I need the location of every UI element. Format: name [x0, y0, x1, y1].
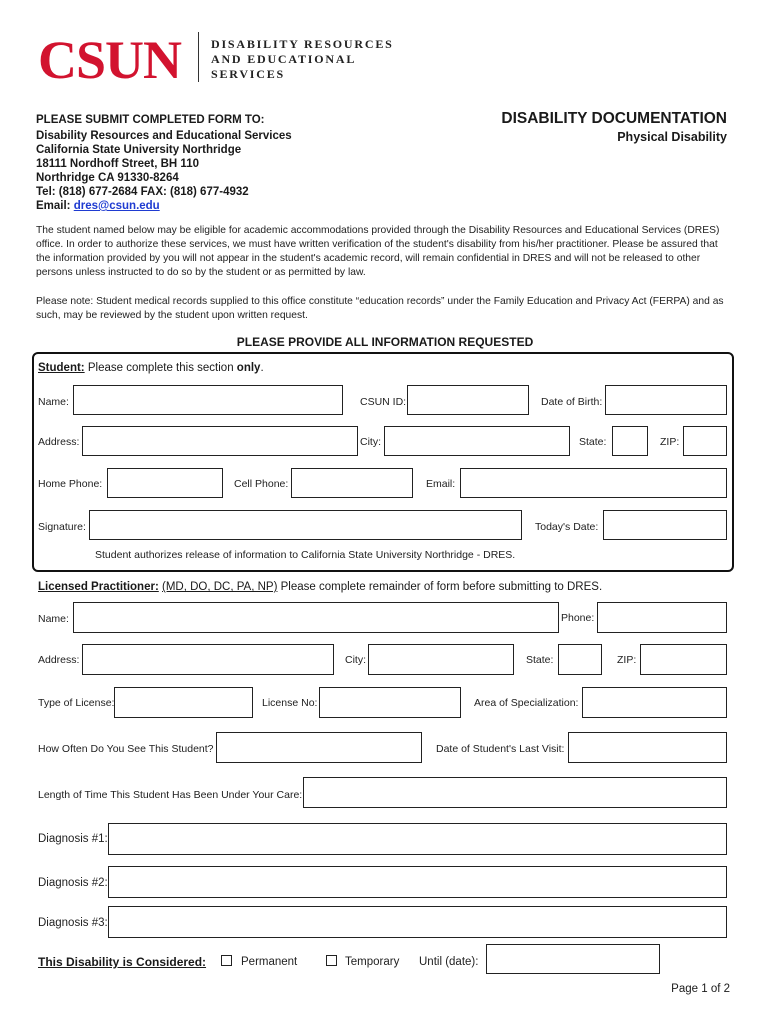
submit-to-block: [36, 113, 292, 213]
email-link[interactable]: dres@csun.edu: [73, 200, 160, 212]
intro-paragraph: The student named below may be eligible for academic accommodations provided through the Disability Resources and Educational Services (DRES) office. In order to authorize these services, we must have written verification of the student's disability from his/her practitioner. Please be assured that the information provided by you will not appear in the student's academic record, will remain confidential in DRES and will not be released to other persons unless instructed to do so by the student or as permitted by law.: [36, 225, 720, 278]
license-no-field[interactable]: [319, 687, 461, 718]
practitioner-phone-label: Phone:: [561, 612, 595, 624]
submit-email-line: [36, 199, 292, 213]
practitioner-title: Licensed Practitioner:: [38, 581, 159, 593]
student-email-field[interactable]: [460, 468, 727, 498]
student-name-label: Name:: [38, 396, 69, 408]
document-subtitle: Physical Disability: [617, 130, 727, 144]
csun-logo: CSUN: [38, 30, 182, 90]
temporary-label: Temporary: [345, 956, 400, 968]
department-line-2: AND EDUCATIONAL: [211, 52, 357, 66]
home-phone-field[interactable]: [107, 468, 223, 498]
student-city-field[interactable]: [384, 426, 570, 456]
signature-label: Signature:: [38, 521, 86, 533]
until-date-field[interactable]: [486, 944, 660, 974]
student-section-title: [38, 362, 264, 374]
submit-line-5: Tel: (818) 677-2684 FAX: (818) 677-4932: [36, 186, 249, 198]
dob-label: Date of Birth:: [541, 396, 603, 408]
student-instruction-emph: only: [236, 362, 261, 374]
practitioner-state-label: State:: [526, 654, 554, 666]
cell-phone-label: Cell Phone:: [234, 478, 289, 490]
submit-line-2: California State University Northridge: [36, 144, 242, 156]
license-type-label: Type of License:: [38, 697, 115, 709]
student-state-label: State:: [579, 436, 607, 448]
document-title: DISABILITY DOCUMENTATION: [501, 110, 727, 127]
student-address-field[interactable]: [82, 426, 358, 456]
signature-field[interactable]: [89, 510, 522, 540]
visit-frequency-label: How Often Do You See This Student?: [38, 743, 214, 755]
department-name: [211, 37, 394, 82]
practitioner-zip-field[interactable]: [640, 644, 727, 675]
last-visit-field[interactable]: [568, 732, 727, 763]
practitioner-address-field[interactable]: [82, 644, 334, 675]
visit-frequency-field[interactable]: [216, 732, 422, 763]
student-instruction-end: .: [260, 362, 264, 374]
student-name-field[interactable]: [73, 385, 343, 415]
diagnosis-1-label: Diagnosis #1:: [38, 833, 108, 845]
submit-line-1: Disability Resources and Educational Services: [36, 130, 292, 142]
notice-heading: PLEASE PROVIDE ALL INFORMATION REQUESTED: [236, 335, 534, 349]
practitioner-address-label: Address:: [38, 654, 80, 666]
csun-id-field[interactable]: [407, 385, 529, 415]
csun-id-label: CSUN ID:: [360, 396, 407, 408]
department-line-1: DISABILITY RESOURCES: [211, 37, 394, 51]
submit-heading: PLEASE SUBMIT COMPLETED FORM TO:: [36, 114, 265, 126]
department-line-3: SERVICES: [211, 67, 286, 81]
student-city-label: City:: [360, 436, 381, 448]
practitioner-instruction: Please complete remainder of form before submitting to DRES.: [280, 581, 603, 593]
length-of-care-label: Length of Time This Student Has Been Under Your Care:: [38, 789, 303, 801]
diagnosis-2-label: Diagnosis #2:: [38, 877, 108, 889]
length-of-care-field[interactable]: [303, 777, 727, 808]
practitioner-city-label: City:: [345, 654, 366, 666]
permanent-label: Permanent: [241, 956, 298, 968]
practitioner-section-title: [38, 581, 602, 593]
page-number: Page 1 of 2: [671, 983, 730, 995]
student-email-label: Email:: [426, 478, 456, 490]
diagnosis-3-field[interactable]: [108, 906, 727, 938]
logo-divider: [198, 32, 199, 82]
practitioner-zip-label: ZIP:: [617, 654, 637, 666]
specialization-field[interactable]: [582, 687, 727, 718]
student-zip-label: ZIP:: [660, 436, 680, 448]
email-label: Email:: [36, 200, 71, 212]
license-no-label: License No:: [262, 697, 318, 709]
cell-phone-field[interactable]: [291, 468, 413, 498]
temporary-checkbox[interactable]: [326, 955, 337, 966]
practitioner-credentials: (MD, DO, DC, PA, NP): [162, 581, 278, 593]
student-title: Student:: [38, 362, 85, 374]
license-type-field[interactable]: [114, 687, 253, 718]
todays-date-label: Today's Date:: [535, 521, 599, 533]
permanent-checkbox[interactable]: [221, 955, 232, 966]
student-address-label: Address:: [38, 436, 80, 448]
student-zip-field[interactable]: [683, 426, 727, 456]
home-phone-label: Home Phone:: [38, 478, 103, 490]
diagnosis-2-field[interactable]: [108, 866, 727, 898]
disability-status-label: This Disability is Considered:: [38, 955, 207, 969]
diagnosis-3-label: Diagnosis #3:: [38, 917, 108, 929]
student-state-field[interactable]: [612, 426, 648, 456]
practitioner-city-field[interactable]: [368, 644, 514, 675]
diagnosis-1-field[interactable]: [108, 823, 727, 855]
ferpa-note: Please note: Student medical records supplied to this office constitute “education records” under the Family Education and Privacy Act (FERPA) and as such, may be reviewed by the student upon written request.: [36, 296, 724, 321]
practitioner-name-field[interactable]: [73, 602, 559, 633]
release-authorization: Student authorizes release of information to California State University Northridge - DRES.: [95, 549, 516, 561]
practitioner-state-field[interactable]: [558, 644, 602, 675]
specialization-label: Area of Specialization:: [474, 697, 579, 709]
practitioner-name-label: Name:: [38, 613, 69, 625]
dob-field[interactable]: [605, 385, 727, 415]
until-date-label: Until (date):: [419, 956, 479, 968]
student-instruction: Please complete this section: [87, 362, 234, 374]
submit-line-3: 18111 Nordhoff Street, BH 110: [36, 158, 199, 170]
practitioner-phone-field[interactable]: [597, 602, 727, 633]
last-visit-label: Date of Student's Last Visit:: [436, 743, 565, 755]
submit-line-4: Northridge CA 91330-8264: [36, 172, 179, 184]
todays-date-field[interactable]: [603, 510, 727, 540]
